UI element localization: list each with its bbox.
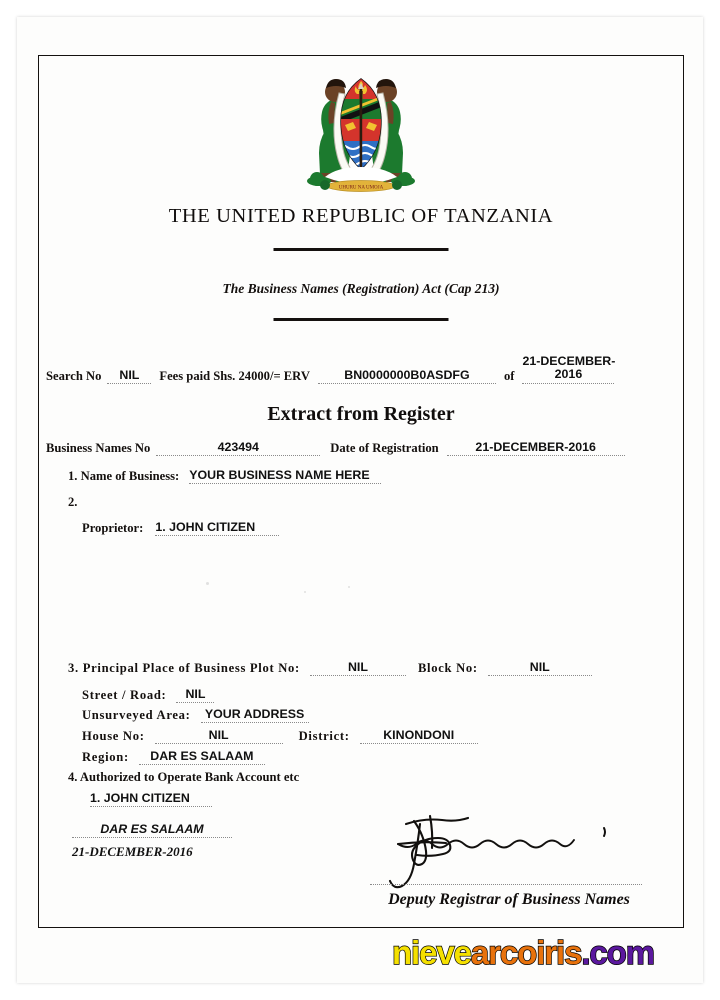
watermark-part3: .com: [581, 934, 654, 971]
signature-place-line: [72, 822, 232, 838]
document-content: [38, 55, 684, 928]
scan-speckle: [304, 591, 306, 593]
principal-place-label: 3. Principal Place of Business Plot No:: [68, 661, 300, 675]
district-value: KINONDONI: [360, 728, 478, 744]
name-of-business-label: 1. Name of Business:: [68, 469, 180, 483]
proprietor-value: 1. JOHN CITIZEN: [155, 520, 279, 536]
house-no-label: House No:: [82, 729, 145, 743]
page-title: Extract from Register: [267, 403, 455, 425]
country-heading: THE UNITED REPUBLIC OF TANZANIA: [168, 205, 554, 227]
house-district-line: [82, 728, 478, 744]
search-no-value: NIL: [107, 368, 151, 384]
principal-place-line: [68, 660, 592, 676]
street-road-value: NIL: [176, 687, 214, 703]
street-road-label: Street / Road:: [82, 688, 167, 702]
block-no-label: Block No:: [417, 661, 478, 675]
of-date-line1: 21-DECEMBER-: [522, 354, 616, 368]
signature-place-value: DAR ES SALAAM: [72, 822, 232, 838]
region-line: [82, 749, 265, 765]
divider-rule-bottom: [274, 318, 449, 321]
unsurveyed-area-line: [82, 707, 309, 723]
region-value: DAR ES SALAAM: [139, 749, 265, 765]
street-road-line: [82, 687, 214, 703]
plot-no-value: NIL: [310, 660, 406, 676]
name-of-business-value: YOUR BUSINESS NAME HERE: [189, 468, 381, 484]
house-no-value: NIL: [155, 728, 283, 744]
business-no-value: 423494: [156, 440, 320, 456]
divider-rule-top: [274, 248, 449, 251]
item2-number: 2.: [68, 495, 78, 509]
fees-paid-label: Fees paid Shs. 24000/= ERV: [159, 368, 310, 383]
bank-authorized-line: [90, 791, 212, 807]
proprietor-label: Proprietor:: [82, 521, 144, 535]
proprietor-line: [82, 520, 279, 536]
of-date-line2: 2016: [554, 367, 583, 382]
svg-text:UHURU NA UMOJA: UHURU NA UMOJA: [338, 185, 384, 191]
name-of-business-line: [68, 468, 381, 484]
scan-speckle: [348, 586, 350, 588]
unsurveyed-area-value: YOUR ADDRESS: [201, 707, 309, 723]
receipt-number-value: BN0000000B0ASDFG: [318, 368, 496, 384]
scan-speckle: [206, 582, 209, 585]
of-date-value: [522, 355, 614, 384]
of-label: of: [503, 368, 515, 383]
unsurveyed-area-label: Unsurveyed Area:: [82, 708, 191, 722]
registrar-signature: [368, 797, 630, 889]
act-subtitle: The Business Names (Registration) Act (Cap 213): [222, 281, 500, 296]
business-number-line: [46, 440, 625, 456]
business-no-label: Business Names No: [46, 441, 151, 455]
signature-rule: [370, 884, 642, 885]
bank-authorized-value: 1. JOHN CITIZEN: [90, 791, 212, 807]
date-of-registration-label: Date of Registration: [330, 441, 439, 455]
watermark-part1: nieve: [392, 934, 471, 971]
date-of-registration-value: 21-DECEMBER-2016: [447, 440, 625, 456]
signature-date-value: 21-DECEMBER-2016: [72, 844, 193, 859]
tanzania-coat-of-arms-icon: [295, 57, 427, 193]
site-watermark: [392, 936, 654, 969]
search-line: [46, 355, 614, 384]
block-no-value: NIL: [488, 660, 592, 676]
search-no-label: Search No: [46, 368, 102, 383]
region-label: Region:: [82, 750, 129, 764]
district-label: District:: [298, 729, 350, 743]
watermark-part2: arcoiris: [470, 934, 582, 971]
registrar-title: Deputy Registrar of Business Names: [388, 891, 630, 908]
bank-account-label: 4. Authorized to Operate Bank Account etc: [68, 770, 300, 784]
